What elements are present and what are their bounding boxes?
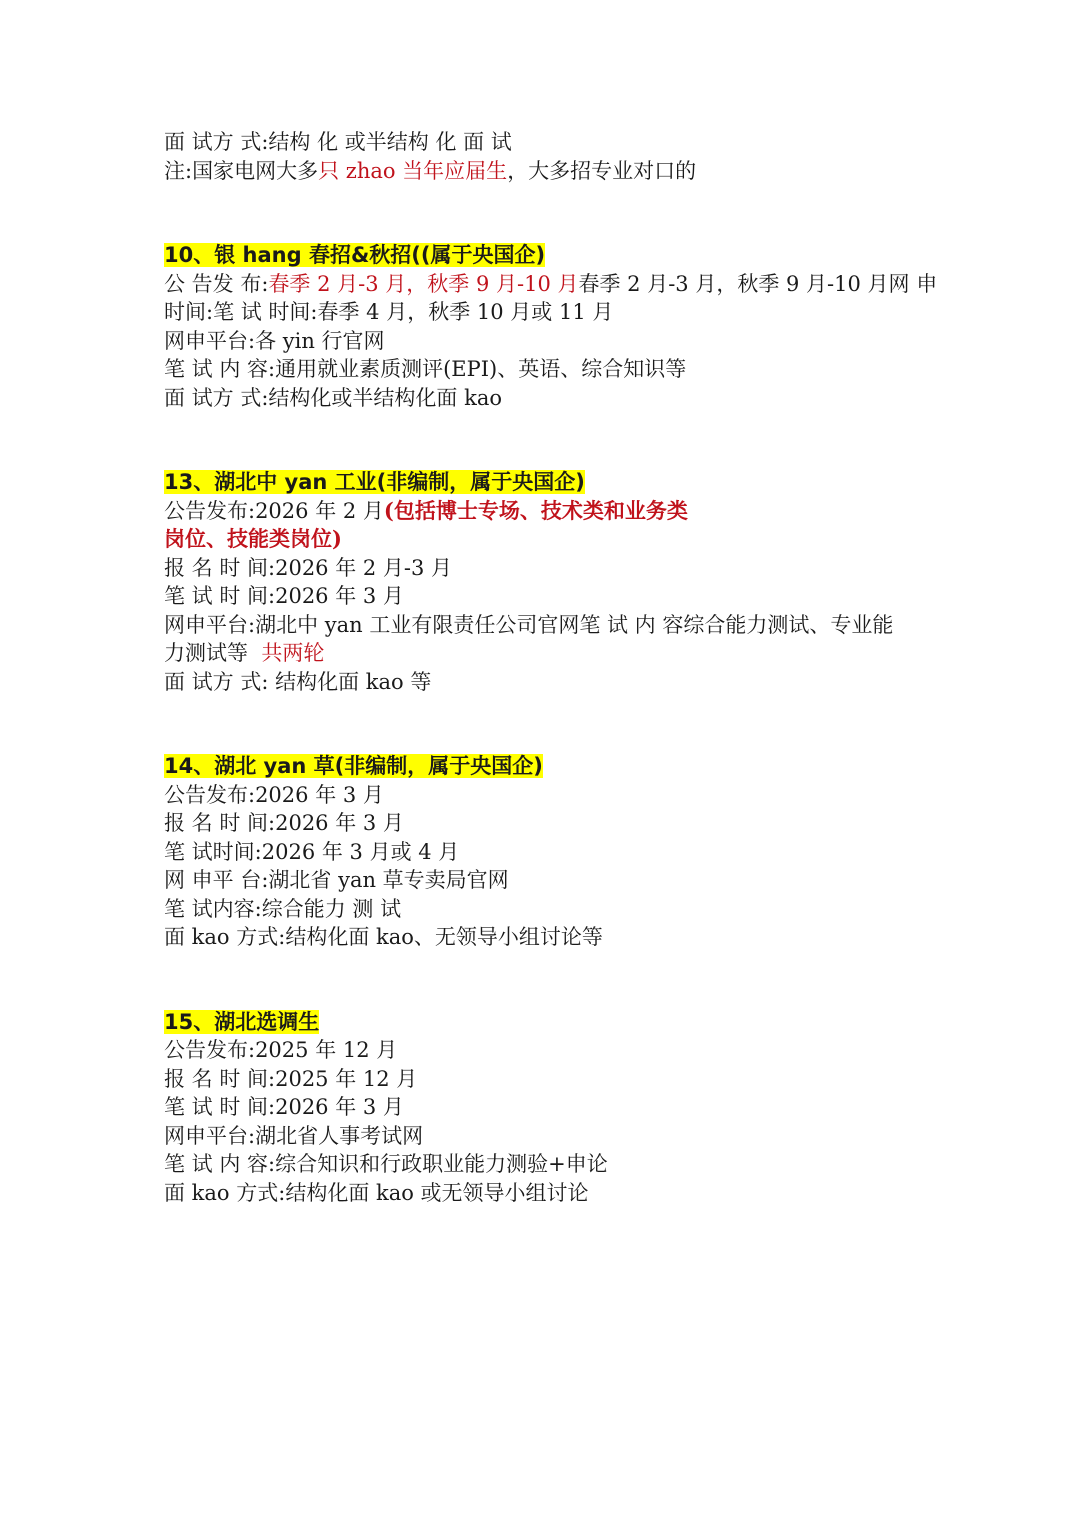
tobacco-bureau-exam-time: 笔 试时间:2026 年 3 月或 4 月 xyxy=(164,839,460,864)
spacer xyxy=(164,952,934,1008)
section-tobacco-industry-heading xyxy=(164,468,934,497)
tobacco-industry-exam-content-text: 力测试等 xyxy=(164,641,262,665)
bank-announce-suffix: 春季 2 月-3 月，秋季 9 月-10 月网 申 xyxy=(578,271,938,296)
section-bank-title: 10、银 hang 春招&秋招((属于央国企) xyxy=(164,243,546,267)
tobacco-bureau-exam-content: 笔 试内容:综合能力 测 试 xyxy=(164,896,402,921)
tobacco-bureau-announce: 公告发布:2026 年 3 月 xyxy=(164,782,384,807)
section-tobacco-bureau-heading xyxy=(164,752,934,781)
tobacco-industry-platform: 网申平台:湖北中 yan 工业有限责任公司官网笔 试 内 容综合能力测试、专业能 xyxy=(164,612,894,637)
tobacco-industry-interview-method: 面 试方 式: 结构化面 kao 等 xyxy=(164,669,432,694)
tobacco-industry-announce-note-2: 岗位、技能类岗位) xyxy=(164,526,342,551)
selection-register-time: 报 名 时 间:2025 年 12 月 xyxy=(164,1066,418,1091)
selection-exam-time: 笔 试 时 间:2026 年 3 月 xyxy=(164,1095,404,1119)
section-selection-heading xyxy=(164,1008,934,1037)
note-prefix: 注:国家电网大多 xyxy=(164,158,319,183)
tobacco-industry-register-time: 报 名 时 间:2026 年 2 月-3 月 xyxy=(164,555,453,580)
tobacco-industry-announce-note-1: (包括博士专场、技术类和业务类 xyxy=(383,497,688,523)
bank-announce-line xyxy=(164,270,938,299)
selection-platform: 网申平台:湖北省人事考试网 xyxy=(164,1123,424,1148)
tobacco-bureau-interview-method: 面 kao 方式:结构化面 kao、无领导小组讨论等 xyxy=(164,925,603,949)
bank-platform: 网申平台:各 yin 行官网 xyxy=(164,328,385,353)
note-suffix: ，大多招专业对口的 xyxy=(507,158,697,183)
tobacco-industry-announce-line xyxy=(164,497,934,526)
tobacco-industry-exam-time: 笔 试 时 间:2026 年 3 月 xyxy=(164,584,404,608)
section-tobacco-industry-title: 13、湖北中 yan 工业(非编制，属于央国企) xyxy=(164,470,585,494)
section-tobacco-bureau-title: 14、湖北 yan 草(非编制，属于央国企) xyxy=(164,754,543,778)
bank-announce-prefix: 公 告发 布: xyxy=(164,271,269,296)
tobacco-industry-announce-prefix: 公告发布:2026 年 2 月 xyxy=(164,498,384,523)
section-selection-title: 15、湖北选调生 xyxy=(164,1009,320,1034)
spacer xyxy=(164,185,934,241)
spacer xyxy=(164,412,934,468)
bank-exam-time: 时间:笔 试 时间:春季 4 月，秋季 10 月或 11 月 xyxy=(164,300,614,324)
tobacco-bureau-platform: 网 申平 台:湖北省 yan 草专卖局官网 xyxy=(164,868,509,892)
spacer xyxy=(164,696,934,752)
tobacco-industry-announce-line-2 xyxy=(164,525,934,554)
bank-interview-method: 面 试方 式:结构化或半结构化面 kao xyxy=(164,385,502,410)
selection-exam-content: 笔 试 内 容:综合知识和行政职业能力测验+申论 xyxy=(164,1152,608,1176)
document-body xyxy=(164,128,938,1207)
section-bank-heading xyxy=(164,241,934,270)
interview-method-line: 面 试方 式:结构 化 或半结构 化 面 试 xyxy=(164,130,512,154)
state-grid-note xyxy=(164,157,934,186)
tobacco-industry-exam-content xyxy=(164,639,934,668)
tobacco-industry-rounds: 共两轮 xyxy=(261,641,325,665)
tobacco-bureau-register-time: 报 名 时 间:2026 年 3 月 xyxy=(164,811,404,835)
selection-announce: 公告发布:2025 年 12 月 xyxy=(164,1038,398,1062)
note-highlight: 只 zhao 当年应届生 xyxy=(318,158,508,183)
bank-announce-dates: 春季 2 月-3 月，秋季 9 月-10 月 xyxy=(268,271,579,296)
bank-exam-content: 笔 试 内 容:通用就业素质测评(EPI)、英语、综合知识等 xyxy=(164,357,687,381)
selection-interview-method: 面 kao 方式:结构化面 kao 或无领导小组讨论 xyxy=(164,1180,589,1205)
